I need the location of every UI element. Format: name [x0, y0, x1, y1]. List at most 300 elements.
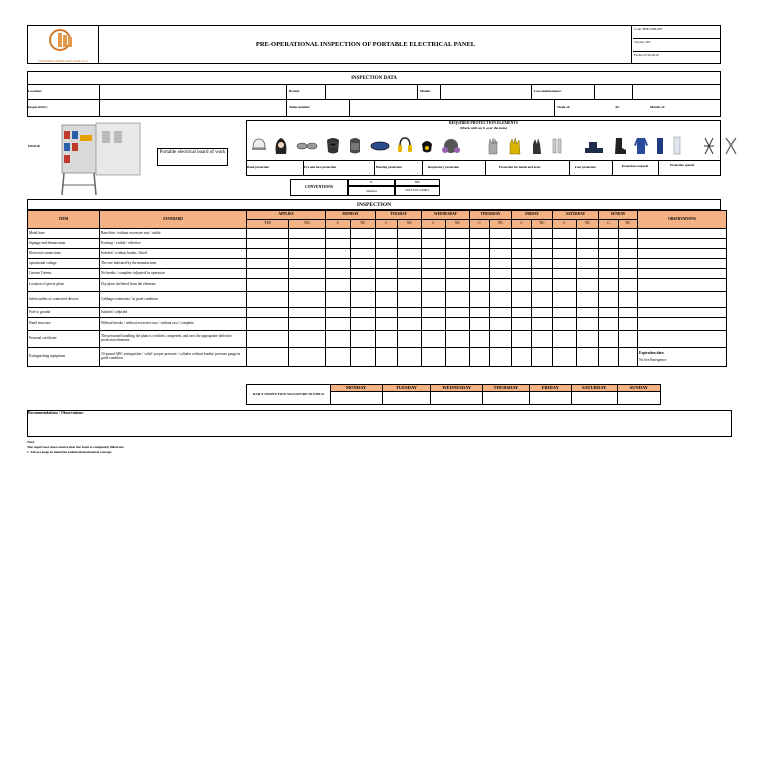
check-cell[interactable]: [289, 331, 326, 348]
check-cell[interactable]: [532, 348, 553, 367]
check-cell[interactable]: [326, 318, 351, 331]
row-standard: Without breaks / without excessive rust / without rust / complete: [100, 318, 247, 331]
check-cell[interactable]: [422, 229, 446, 239]
check-cell[interactable]: [470, 259, 490, 269]
check-cell[interactable]: [490, 279, 512, 292]
applies-header: APPLIES: [247, 211, 326, 220]
check-cell[interactable]: [247, 229, 289, 239]
check-cell[interactable]: [577, 318, 599, 331]
check-cell[interactable]: [351, 348, 376, 367]
check-cell[interactable]: [553, 292, 577, 308]
row-observations[interactable]: [638, 318, 727, 331]
row-item: Inlets/outlets of connected devices: [28, 292, 100, 308]
ppe-divider-1: [303, 160, 304, 176]
check-cell[interactable]: [247, 348, 289, 367]
sig-monday: MONDAY: [330, 385, 382, 392]
sig-sunday-cell[interactable]: [617, 392, 660, 405]
check-cell[interactable]: [351, 292, 376, 308]
check-cell[interactable]: [351, 331, 376, 348]
row-standard: Isolated / adjusted: [100, 308, 247, 318]
check-cell[interactable]: [398, 239, 422, 249]
gloves-icon[interactable]: [485, 136, 501, 155]
row-observations[interactable]: [638, 348, 727, 367]
check-cell[interactable]: [289, 348, 326, 367]
overalls-icon[interactable]: [671, 136, 683, 155]
check-cell[interactable]: [376, 292, 398, 308]
standard-header: STANDARD: [100, 211, 247, 229]
ppe-hearing: Hearing protection: [376, 165, 402, 169]
check-cell[interactable]: [512, 269, 532, 279]
check-cell[interactable]: [490, 259, 512, 269]
tuesday-nc: NC: [398, 220, 422, 229]
check-cell[interactable]: [470, 308, 490, 318]
recommendations-label: Recommendations / Observations:: [28, 411, 84, 415]
check-cell[interactable]: [326, 239, 351, 249]
check-cell[interactable]: [351, 308, 376, 318]
model-label: Model:: [420, 89, 431, 93]
check-cell[interactable]: [326, 292, 351, 308]
brand-label: Brand:: [289, 89, 300, 93]
check-cell[interactable]: [289, 239, 326, 249]
check-cell[interactable]: [326, 331, 351, 348]
rubber-boot-icon[interactable]: [583, 136, 605, 155]
check-cell[interactable]: [289, 269, 326, 279]
check-cell[interactable]: [247, 269, 289, 279]
check-cell[interactable]: [326, 269, 351, 279]
sunday-nc: NC: [619, 220, 638, 229]
form-version: Version: 001: [634, 40, 651, 44]
sig-saturday-cell[interactable]: [572, 392, 618, 405]
protection-title: REQUIRED PROTECTION ELEMENTS: [449, 121, 518, 125]
friday-nc: NC: [532, 220, 553, 229]
check-cell[interactable]: [326, 279, 351, 292]
wednesday-nc: NC: [446, 220, 470, 229]
friday-c: C: [512, 220, 532, 229]
check-cell[interactable]: [619, 259, 638, 269]
check-cell[interactable]: [512, 279, 532, 292]
check-cell[interactable]: [289, 259, 326, 269]
check-cell[interactable]: [376, 259, 398, 269]
row-standard: The personnel handling the plant is certified, competent, and uses the appropriate dielectric protection elements.: [100, 331, 247, 348]
monday-c: C: [326, 220, 351, 229]
check-cell[interactable]: [553, 308, 577, 318]
applies-yes: YES: [247, 220, 289, 229]
location-field[interactable]: [99, 85, 287, 99]
row-standard: Base/thin / without excessive rust / stable: [100, 229, 247, 239]
check-cell[interactable]: [446, 269, 470, 279]
check-cell[interactable]: [247, 308, 289, 318]
inspected-by-field[interactable]: [99, 99, 287, 117]
check-cell[interactable]: [490, 318, 512, 331]
saturday-nc: NC: [577, 220, 599, 229]
sig-friday-cell[interactable]: [529, 392, 571, 405]
brand-field[interactable]: [325, 85, 418, 99]
check-cell[interactable]: [599, 279, 619, 292]
check-cell[interactable]: [376, 269, 398, 279]
ppe-divider-4: [485, 160, 486, 176]
check-cell[interactable]: [553, 269, 577, 279]
check-cell[interactable]: [446, 318, 470, 331]
ppe-foot: Foot protection: [575, 165, 596, 169]
wednesday-c: C: [422, 220, 446, 229]
check-cell[interactable]: [577, 279, 599, 292]
check-cell[interactable]: [553, 259, 577, 269]
check-cell[interactable]: [326, 249, 351, 259]
check-cell[interactable]: [532, 331, 553, 348]
check-cell[interactable]: [532, 239, 553, 249]
check-cell[interactable]: [599, 308, 619, 318]
check-cell[interactable]: [619, 269, 638, 279]
leather-gloves-icon[interactable]: [507, 136, 523, 155]
header-divider-2: [633, 51, 721, 52]
check-cell[interactable]: [351, 249, 376, 259]
check-cell[interactable]: [512, 229, 532, 239]
row-observations[interactable]: [638, 269, 727, 279]
check-cell[interactable]: [553, 249, 577, 259]
sig-thursday-cell[interactable]: [483, 392, 530, 405]
check-cell[interactable]: [599, 318, 619, 331]
check-cell[interactable]: [289, 318, 326, 331]
form-date: Fecha: 01/01/2019: [634, 53, 659, 57]
table-row: [28, 239, 727, 249]
check-cell[interactable]: [512, 331, 532, 348]
form-code: Code: HSE-FOR-087: [634, 27, 663, 31]
check-cell[interactable]: [470, 331, 490, 348]
table-row: [28, 331, 727, 348]
tuesday-c: C: [376, 220, 398, 229]
check-cell[interactable]: [619, 348, 638, 367]
check-cell[interactable]: [398, 318, 422, 331]
last-maintenance-field[interactable]: [594, 85, 633, 99]
row-item: Panel structure: [28, 318, 100, 331]
check-cell[interactable]: [351, 229, 376, 239]
check-cell[interactable]: [599, 348, 619, 367]
check-cell[interactable]: [247, 318, 289, 331]
apron-icon[interactable]: [655, 136, 665, 155]
check-cell[interactable]: [446, 292, 470, 308]
check-cell[interactable]: [247, 239, 289, 249]
check-cell[interactable]: [398, 308, 422, 318]
check-cell[interactable]: [470, 348, 490, 367]
observations-header: OBSERVATIONS: [638, 211, 727, 229]
check-cell[interactable]: [532, 279, 553, 292]
check-cell[interactable]: [490, 229, 512, 239]
gas-mask-icon[interactable]: [441, 136, 461, 155]
check-cell[interactable]: [398, 292, 422, 308]
check-cell[interactable]: [619, 331, 638, 348]
team-number-label: Team number: [289, 105, 310, 109]
check-cell[interactable]: [470, 269, 490, 279]
check-cell[interactable]: [398, 229, 422, 239]
check-cell[interactable]: [446, 249, 470, 259]
logo-text: CONSTRUCCIONES SAN JUAN S.A.S: [38, 59, 88, 63]
last-maintenance-label: Last maintenance:: [534, 89, 562, 93]
table-row: [28, 318, 727, 331]
row-standard: Dry place sheltered from the elements: [100, 279, 247, 292]
check-cell[interactable]: [446, 331, 470, 348]
harness-icon[interactable]: [701, 136, 717, 155]
check-cell[interactable]: [376, 348, 398, 367]
welding-mask-icon[interactable]: [325, 136, 341, 155]
check-cell[interactable]: [376, 308, 398, 318]
check-cell[interactable]: [512, 318, 532, 331]
conventions-label: CONVENTIONS: [290, 179, 348, 196]
ppe-divider-2: [374, 160, 375, 176]
check-cell[interactable]: [398, 331, 422, 348]
check-cell[interactable]: [446, 348, 470, 367]
check-cell[interactable]: [470, 229, 490, 239]
check-cell[interactable]: [326, 259, 351, 269]
model-field[interactable]: [440, 85, 532, 99]
check-cell[interactable]: [512, 249, 532, 259]
coverall-icon[interactable]: [633, 136, 649, 155]
check-cell[interactable]: [490, 269, 512, 279]
check-cell[interactable]: [599, 249, 619, 259]
row-observations[interactable]: [638, 259, 727, 269]
logo-icon: [28, 26, 99, 54]
image-label: IMAGE: [28, 144, 41, 148]
ppe-divider-7: [658, 160, 659, 176]
form-title: PRE-OPERATIONAL INSPECTION OF PORTABLE ELECTRICAL PANEL: [100, 26, 632, 63]
check-cell[interactable]: [422, 331, 446, 348]
check-cell[interactable]: [553, 348, 577, 367]
check-cell[interactable]: [351, 269, 376, 279]
check-cell[interactable]: [376, 249, 398, 259]
row-item: Personal certificate: [28, 331, 100, 348]
row-observations[interactable]: [638, 292, 727, 308]
check-cell[interactable]: [532, 249, 553, 259]
check-cell[interactable]: [351, 259, 376, 269]
ppe-respiratory: Respiratory protection: [428, 165, 460, 169]
check-cell[interactable]: [490, 249, 512, 259]
safety-boot-icon[interactable]: [611, 136, 627, 155]
check-cell[interactable]: [577, 269, 599, 279]
thursday-header: THURSDAY: [470, 211, 512, 220]
applies-no: NO: [289, 220, 326, 229]
safety-glasses-icon[interactable]: [295, 136, 319, 155]
check-cell[interactable]: [398, 348, 422, 367]
table-row: [28, 308, 727, 318]
respirator-icon[interactable]: [419, 136, 435, 155]
check-cell[interactable]: [247, 259, 289, 269]
check-cell[interactable]: [376, 239, 398, 249]
row-observations[interactable]: [638, 239, 727, 249]
inspected-by-label: Inspected by:: [28, 105, 49, 109]
check-cell[interactable]: [446, 259, 470, 269]
check-cell[interactable]: [577, 308, 599, 318]
check-cell[interactable]: [553, 229, 577, 239]
inspection-title: INSPECTION: [27, 199, 721, 210]
check-cell[interactable]: [376, 279, 398, 292]
check-cell[interactable]: [247, 292, 289, 308]
check-cell[interactable]: [619, 308, 638, 318]
check-cell[interactable]: [577, 239, 599, 249]
check-cell[interactable]: [446, 239, 470, 249]
check-cell[interactable]: [577, 259, 599, 269]
check-cell[interactable]: [577, 292, 599, 308]
check-cell[interactable]: [351, 239, 376, 249]
check-cell[interactable]: [619, 249, 638, 259]
notes-title: Note:: [27, 440, 36, 444]
check-cell[interactable]: [351, 279, 376, 292]
recommendations-box[interactable]: [27, 410, 732, 437]
sig-sunday: SUNDAY: [617, 385, 660, 392]
check-cell[interactable]: [422, 259, 446, 269]
row-item: operational voltage: [28, 259, 100, 269]
location-label: Location:: [28, 89, 43, 93]
check-cell[interactable]: [577, 249, 599, 259]
convention-c-text: Satisfies: [348, 186, 395, 196]
check-cell[interactable]: [532, 229, 553, 239]
check-cell[interactable]: [398, 269, 422, 279]
check-cell[interactable]: [376, 229, 398, 239]
saturday-header: SATURDAY: [553, 211, 599, 220]
check-cell[interactable]: [398, 249, 422, 259]
check-cell[interactable]: [532, 259, 553, 269]
check-cell[interactable]: [512, 239, 532, 249]
check-cell[interactable]: [422, 318, 446, 331]
check-cell[interactable]: [422, 279, 446, 292]
check-cell[interactable]: [446, 279, 470, 292]
earmuffs-icon[interactable]: [397, 136, 413, 155]
helmet-icon[interactable]: [251, 136, 267, 155]
check-cell[interactable]: [326, 348, 351, 367]
sig-tuesday-cell[interactable]: [382, 392, 431, 405]
check-cell[interactable]: [470, 239, 490, 249]
check-cell[interactable]: [577, 229, 599, 239]
check-cell[interactable]: [619, 318, 638, 331]
check-cell[interactable]: [532, 308, 553, 318]
row-observations[interactable]: [638, 308, 727, 318]
sleeves-icon[interactable]: [551, 136, 563, 155]
check-cell[interactable]: [422, 239, 446, 249]
check-cell[interactable]: [326, 308, 351, 318]
check-cell[interactable]: [289, 249, 326, 259]
signature-table: [246, 384, 661, 405]
sig-tuesday: TUESDAY: [382, 385, 431, 392]
check-cell[interactable]: [532, 269, 553, 279]
monday-nc: NC: [351, 220, 376, 229]
check-cell[interactable]: [470, 318, 490, 331]
check-cell[interactable]: [289, 308, 326, 318]
protection-subtitle: (Mark with an X over the item): [460, 126, 507, 130]
row-observations[interactable]: [638, 249, 727, 259]
check-cell[interactable]: [422, 249, 446, 259]
row-observations[interactable]: [638, 279, 727, 292]
ppe-divider-6: [612, 160, 613, 176]
check-cell[interactable]: [490, 239, 512, 249]
check-cell[interactable]: [422, 308, 446, 318]
row-item: Pole to ground: [28, 308, 100, 318]
check-cell[interactable]: [532, 318, 553, 331]
check-cell[interactable]: [599, 229, 619, 239]
check-cell[interactable]: [376, 331, 398, 348]
row-item: Current Totems: [28, 269, 100, 279]
check-cell[interactable]: [577, 348, 599, 367]
check-cell[interactable]: [553, 331, 577, 348]
check-cell[interactable]: [326, 229, 351, 239]
check-cell[interactable]: [289, 279, 326, 292]
check-cell[interactable]: [398, 279, 422, 292]
image-caption: Portable electrical board of work: [157, 148, 228, 166]
check-cell[interactable]: [247, 331, 289, 348]
check-cell[interactable]: [599, 269, 619, 279]
check-cell[interactable]: [619, 229, 638, 239]
check-cell[interactable]: [490, 292, 512, 308]
check-cell[interactable]: [247, 249, 289, 259]
check-cell[interactable]: [470, 249, 490, 259]
check-cell[interactable]: [512, 308, 532, 318]
row-item: Electrical connections: [28, 249, 100, 259]
tuesday-header: TUESDAY: [376, 211, 422, 220]
check-cell[interactable]: [553, 239, 577, 249]
check-cell[interactable]: [351, 318, 376, 331]
row-observations[interactable]: [638, 331, 727, 348]
check-cell[interactable]: [619, 279, 638, 292]
check-cell[interactable]: [619, 239, 638, 249]
notes-line-2: 1. Always keep in mind the technical/mechanical concept: [27, 450, 112, 454]
check-cell[interactable]: [446, 229, 470, 239]
face-shield-icon[interactable]: [347, 136, 363, 155]
check-cell[interactable]: [422, 348, 446, 367]
hood-icon[interactable]: [273, 136, 289, 155]
inspection-table: [27, 210, 727, 367]
dielectric-gloves-icon[interactable]: [529, 136, 545, 155]
goggles-icon[interactable]: [369, 136, 391, 155]
signature-label: DAILY INSPECTION SIGNATURE IN FIELD: [247, 385, 331, 405]
check-cell[interactable]: [490, 348, 512, 367]
check-cell[interactable]: [422, 269, 446, 279]
sig-wednesday-cell[interactable]: [431, 392, 483, 405]
electrical-panel-image: [56, 121, 146, 197]
inspection-data-title: INSPECTION DATA: [27, 72, 721, 85]
check-cell[interactable]: [532, 292, 553, 308]
monday-header: MONDAY: [326, 211, 376, 220]
check-cell[interactable]: [376, 318, 398, 331]
check-cell[interactable]: [553, 279, 577, 292]
sig-monday-cell[interactable]: [330, 392, 382, 405]
check-cell[interactable]: [247, 279, 289, 292]
check-cell[interactable]: [490, 308, 512, 318]
check-cell[interactable]: [512, 348, 532, 367]
check-cell[interactable]: [577, 331, 599, 348]
row-item: Location of power plant: [28, 279, 100, 292]
check-cell[interactable]: [599, 292, 619, 308]
check-cell[interactable]: [422, 292, 446, 308]
table-row: [28, 292, 727, 308]
check-cell[interactable]: [599, 331, 619, 348]
full-harness-icon[interactable]: [723, 136, 739, 155]
check-cell[interactable]: [512, 292, 532, 308]
check-cell[interactable]: [398, 259, 422, 269]
check-cell[interactable]: [619, 292, 638, 308]
check-cell[interactable]: [446, 308, 470, 318]
check-cell[interactable]: [599, 239, 619, 249]
check-cell[interactable]: [553, 318, 577, 331]
row-observations[interactable]: [638, 229, 727, 239]
check-cell[interactable]: [289, 229, 326, 239]
check-cell[interactable]: [470, 292, 490, 308]
team-number-field[interactable]: [349, 99, 555, 117]
check-cell[interactable]: [470, 279, 490, 292]
table-row: [28, 279, 727, 292]
check-cell[interactable]: [289, 292, 326, 308]
check-cell[interactable]: [599, 259, 619, 269]
table-row: [28, 348, 727, 367]
check-cell[interactable]: [490, 331, 512, 348]
check-cell[interactable]: [512, 259, 532, 269]
row-item: Signage and demarcation: [28, 239, 100, 249]
